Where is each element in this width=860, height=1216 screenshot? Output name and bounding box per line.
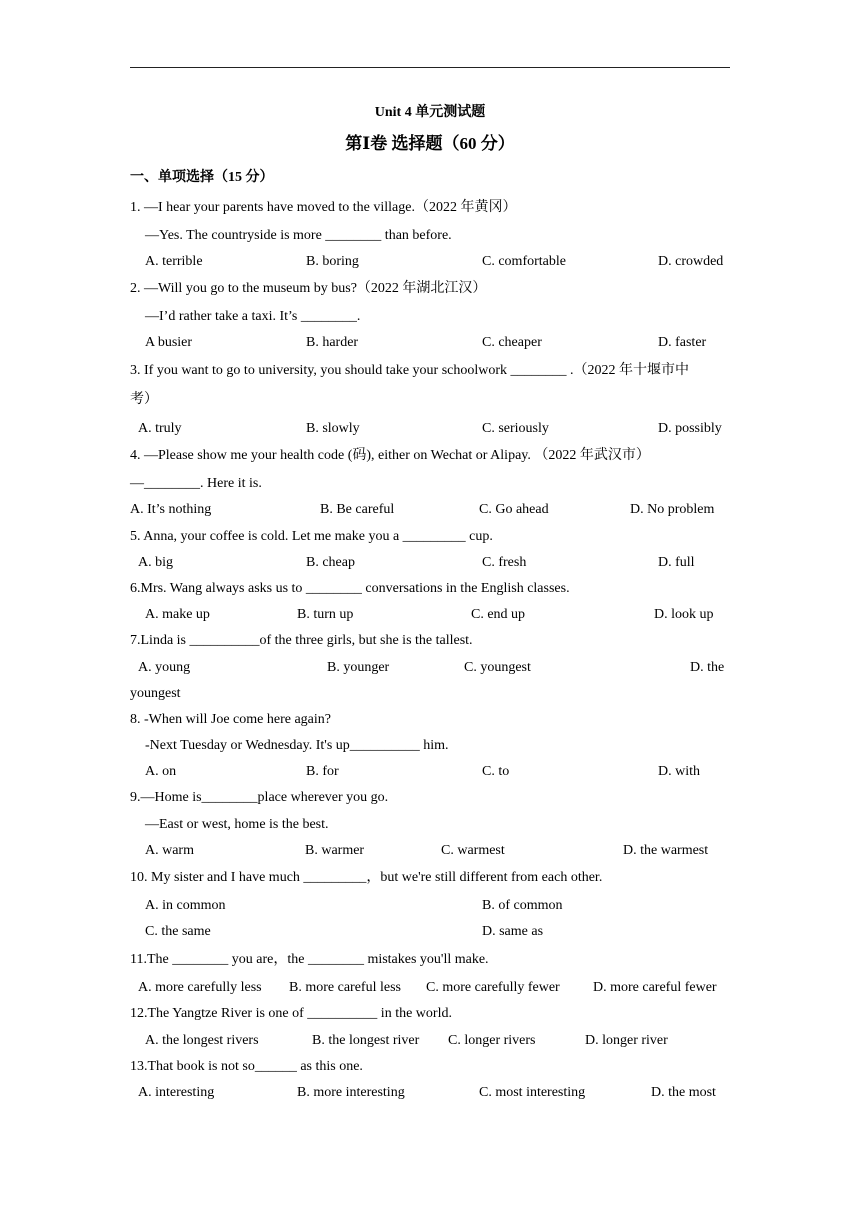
q9-option-a: A. warm: [145, 843, 194, 858]
q10-stem: 10. My sister and I have much _________，but we're still different from each other.: [130, 870, 603, 885]
q8-option-d: D. with: [658, 764, 700, 779]
q9-option-c: C. warmest: [441, 843, 505, 858]
q4-stem: 4. —Please show me your health code (码), either on Wechat or Alipay. （2022 年武汉市）: [130, 448, 650, 463]
q13-option-c: C. most interesting: [479, 1085, 586, 1100]
q7-option-d-cont: youngest: [130, 686, 181, 701]
q7-stem: 7.Linda is __________of the three girls, but she is the tallest.: [130, 633, 473, 648]
q4-option-a: A. It’s nothing: [130, 502, 212, 517]
q6-option-b: B. turn up: [297, 607, 354, 622]
q4-option-d: D. No problem: [630, 502, 715, 517]
q13-stem: 13.That book is not so______ as this one.: [130, 1059, 363, 1074]
q8-reply: -Next Tuesday or Wednesday. It's up__________ him.: [145, 738, 449, 753]
q5-option-d: D. full: [658, 555, 695, 570]
q6-option-a: A. make up: [145, 607, 210, 622]
q11-option-a: A. more carefully less: [138, 980, 262, 995]
part-title: 第Ⅰ卷 选择题（60 分）: [345, 134, 515, 153]
q1-option-d: D. crowded: [658, 254, 724, 269]
q3-stem-cont: 考）: [130, 392, 158, 407]
q5-stem: 5. Anna, your coffee is cold. Let me make you a _________ cup.: [130, 529, 493, 544]
q10-option-a: A. in common: [145, 898, 226, 913]
q6-option-c: C. end up: [471, 607, 526, 622]
q11-option-b: B. more careful less: [289, 980, 401, 995]
q3-option-c: C. seriously: [482, 421, 549, 436]
q7-option-a: A. young: [138, 660, 191, 675]
q4-option-b: B. Be careful: [320, 502, 395, 517]
q9-stem: 9.—Home is________place wherever you go.: [130, 790, 389, 805]
q5-option-c: C. fresh: [482, 555, 527, 570]
q7-option-b: B. younger: [327, 660, 390, 675]
q2-stem: 2. —Will you go to the museum by bus?（2022 年湖北江汉）: [130, 281, 487, 296]
q9-option-b: B. warmer: [305, 843, 365, 858]
q3-stem: 3. If you want to go to university, you should take your schoolwork ________ .（2022 年十堰市中: [130, 363, 690, 378]
q4-reply: —________. Here it is.: [130, 476, 262, 491]
q12-stem: 12.The Yangtze River is one of __________ in the world.: [130, 1006, 452, 1021]
q13-option-a: A. interesting: [138, 1085, 215, 1100]
q7-option-d: D. the: [690, 660, 725, 675]
q5-option-b: B. cheap: [306, 555, 355, 570]
document-title: Unit 4 单元测试题: [374, 105, 486, 120]
q10-option-c: C. the same: [145, 924, 211, 939]
q7-option-c: C. youngest: [464, 660, 531, 675]
q11-option-d: D. more careful fewer: [593, 980, 717, 995]
q8-option-b: B. for: [306, 764, 339, 779]
q6-option-d: D. look up: [654, 607, 714, 622]
q11-stem: 11.The ________ you are，the ________ mistakes you'll make.: [130, 952, 489, 967]
q1-option-c: C. comfortable: [482, 254, 566, 269]
q2-reply: —I’d rather take a taxi. It’s ________.: [145, 309, 361, 324]
q11-option-c: C. more carefully fewer: [426, 980, 560, 995]
q3-option-b: B. slowly: [306, 421, 360, 436]
q8-option-a: A. on: [145, 764, 177, 779]
q1-reply: —Yes. The countryside is more ________ than before.: [145, 228, 452, 243]
q3-option-d: D. possibly: [658, 421, 722, 436]
q12-option-d: D. longer river: [585, 1033, 668, 1048]
header-rule: [130, 67, 730, 68]
q2-option-b: B. harder: [306, 335, 359, 350]
q1-option-b: B. boring: [306, 254, 359, 269]
q2-option-d: D. faster: [658, 335, 707, 350]
q13-option-d: D. the most: [651, 1085, 716, 1100]
section-heading: 一、单项选择（15 分）: [130, 170, 274, 185]
q3-option-a: A. truly: [138, 421, 182, 436]
q5-option-a: A. big: [138, 555, 173, 570]
q12-option-a: A. the longest rivers: [145, 1033, 259, 1048]
q8-option-c: C. to: [482, 764, 510, 779]
q12-option-c: C. longer rivers: [448, 1033, 536, 1048]
q1-option-a: A. terrible: [145, 254, 203, 269]
q1-stem: 1. —I hear your parents have moved to the village.（2022 年黄冈）: [130, 200, 517, 215]
q2-option-c: C. cheaper: [482, 335, 542, 350]
q12-option-b: B. the longest river: [312, 1033, 420, 1048]
q4-option-c: C. Go ahead: [479, 502, 549, 517]
q10-option-b: B. of common: [482, 898, 563, 913]
q13-option-b: B. more interesting: [297, 1085, 405, 1100]
q8-stem: 8. -When will Joe come here again?: [130, 712, 331, 727]
q6-stem: 6.Mrs. Wang always asks us to ________ conversations in the English classes.: [130, 581, 570, 596]
q10-option-d: D. same as: [482, 924, 544, 939]
q9-option-d: D. the warmest: [623, 843, 709, 858]
q2-option-a: A busier: [145, 335, 193, 350]
q9-reply: —East or west, home is the best.: [145, 817, 329, 832]
